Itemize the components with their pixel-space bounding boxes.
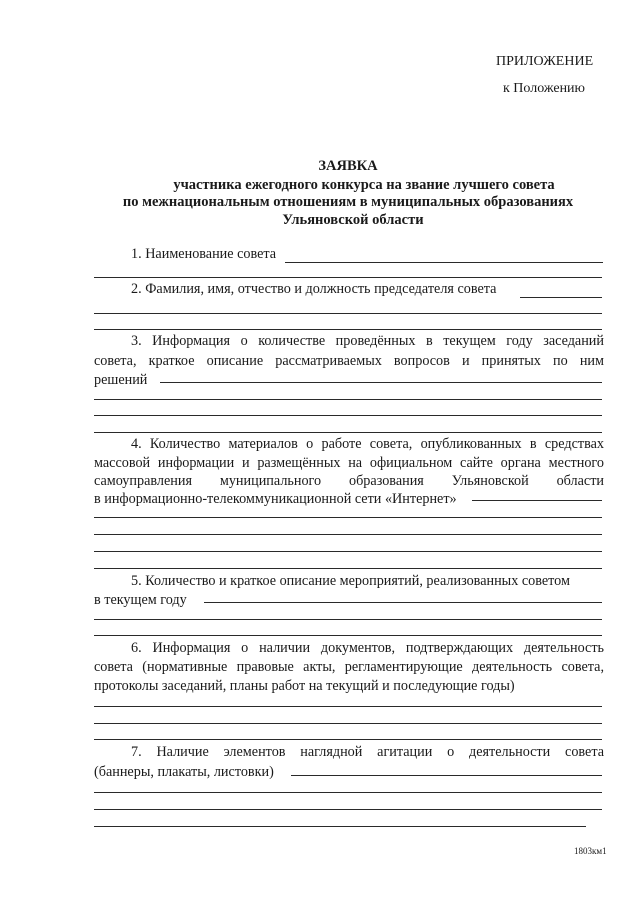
item-3-fill-line-4[interactable] [94,432,602,433]
item-5-line-1: 5. Количество и краткое описание мероприятий, реализованных советом [131,573,570,589]
title-line-2: участника ежегодного конкурса на звание лучшего совета [173,177,555,193]
appendix-heading: ПРИЛОЖЕНИЕ [496,54,594,69]
item-5-fill-line-3[interactable] [94,635,602,636]
item-3-line-3: решений [94,372,148,388]
item-4-line-4: в информационно-телекоммуникационной сети «Интернет» [94,491,457,507]
item-1-fill-line[interactable] [285,262,603,263]
title-line-3: по межнациональным отношениям в муниципальных образованиях [122,194,574,210]
item-4-line-2: массовой информации и размещённых на официальном сайте органа местного [94,455,604,471]
item-6-line-2: совета (нормативные правовые акты, регламентирующие деятельность совета, [94,659,604,675]
item-3-fill-line[interactable] [160,382,602,383]
item-3-line-2: совета, краткое описание рассматриваемых вопросов и принятых по ним [94,353,604,369]
item-1-label: 1. Наименование совета [131,246,277,262]
item-4-line-3: самоуправления муниципального образования Ульяновской области [94,473,604,489]
item-5-fill-line[interactable] [204,602,602,603]
item-5-line-2: в текущем году [94,592,187,608]
item-6-fill-line[interactable] [94,706,602,707]
item-4-line-1: 4. Количество материалов о работе совета, опубликованных в средствах [131,436,604,452]
document-title: ЗАЯВКА [318,158,378,174]
item-3-fill-line-3[interactable] [94,415,602,416]
document-code: 1803км1 [574,846,607,856]
item-1-fill-line-2[interactable] [94,277,602,278]
item-2-fill-line-2[interactable] [94,313,602,314]
item-4-fill-line-4[interactable] [94,551,602,552]
item-2-fill-line-3[interactable] [94,329,602,330]
item-4-fill-line[interactable] [472,500,602,501]
item-7-line-2: (баннеры, плакаты, листовки) [94,764,274,780]
item-4-fill-line-2[interactable] [94,517,602,518]
item-6-fill-line-2[interactable] [94,723,602,724]
item-7-fill-line[interactable] [291,775,602,776]
item-5-fill-line-2[interactable] [94,619,602,620]
item-7-fill-line-3[interactable] [94,809,602,810]
item-2-label: 2. Фамилия, имя, отчество и должность председателя совета [131,281,497,297]
item-6-line-3: протоколы заседаний, планы работ на текущий и последующие годы) [94,678,515,694]
item-7-line-1: 7. Наличие элементов наглядной агитации о деятельности совета [131,744,604,760]
item-4-fill-line-5[interactable] [94,568,602,569]
item-6-line-1: 6. Информация о наличии документов, подтверждающих деятельность [131,640,604,656]
item-3-fill-line-2[interactable] [94,399,602,400]
item-7-fill-line-4[interactable] [94,826,586,827]
title-line-4: Ульяновской области [282,212,424,228]
regulation-reference: к Положению [503,81,586,96]
item-7-fill-line-2[interactable] [94,792,602,793]
item-3-line-1: 3. Информация о количестве проведённых в текущем году заседаний [131,333,604,349]
item-6-fill-line-3[interactable] [94,739,602,740]
item-4-fill-line-3[interactable] [94,534,602,535]
item-2-fill-line[interactable] [520,297,602,298]
